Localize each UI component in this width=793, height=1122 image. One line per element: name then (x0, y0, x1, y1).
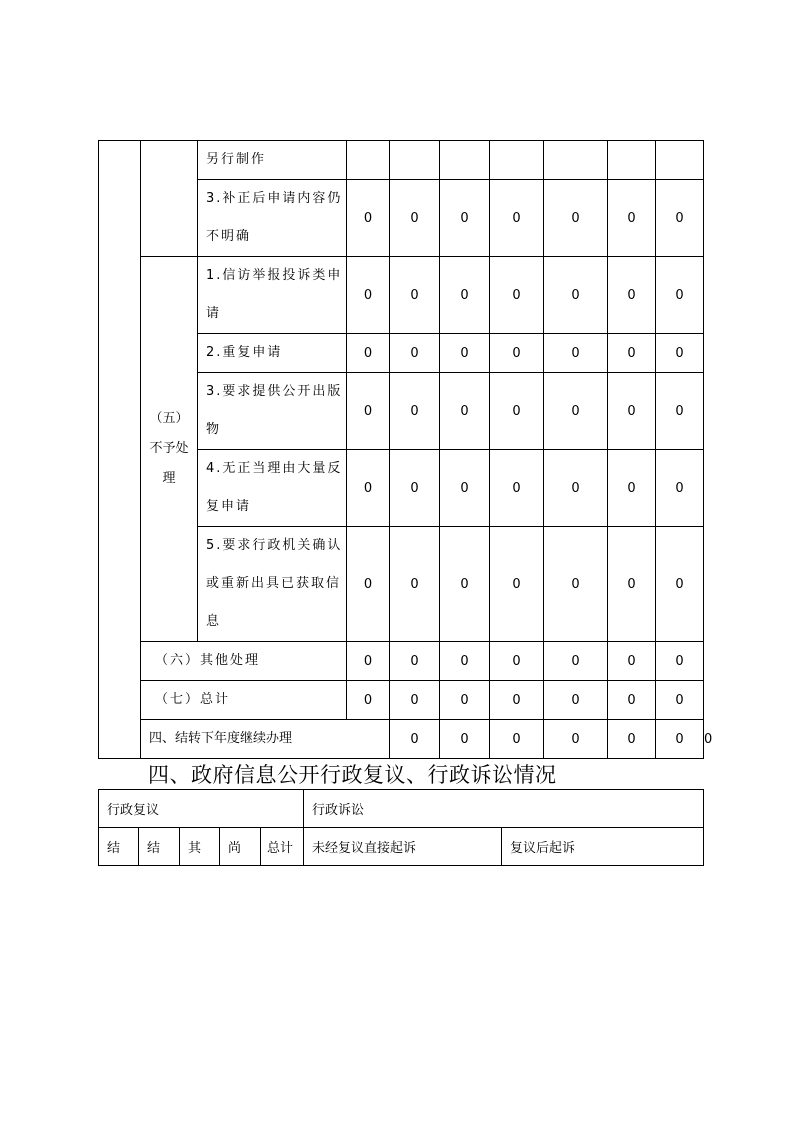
disclosure-stats-table (98, 140, 713, 759)
row-label: （六）其他处理 (141, 642, 347, 681)
value-cell (390, 141, 440, 180)
group-label-buzhichuli (141, 257, 198, 642)
group-column-cell (141, 141, 198, 257)
value-cell: 0 (347, 180, 390, 257)
value-cell: 0 (656, 720, 704, 759)
value-cell: 0 (440, 681, 490, 720)
value-cell (544, 141, 608, 180)
value-cell: 0 (544, 642, 608, 681)
subheader-cell: 结 (99, 828, 139, 866)
value-cell: 0 (490, 527, 544, 642)
table-row (99, 642, 704, 681)
value-cell: 0 (544, 720, 608, 759)
value-cell: 0 (347, 334, 390, 373)
value-cell: 0 (608, 257, 656, 334)
value-cell: 0 (544, 373, 608, 450)
value-cell: 0 (490, 720, 544, 759)
value-cell: 0 (347, 642, 390, 681)
value-cell: 0 (490, 334, 544, 373)
table-body (99, 790, 704, 866)
value-cell: 0 (656, 373, 704, 450)
value-cell: 0 (608, 450, 656, 527)
row-label: 5.要求行政机关确认或重新出具已获取信息 (198, 527, 347, 642)
group-paren-label: （五） (149, 411, 189, 426)
row-label: 1.信访举报投诉类申请 (198, 257, 347, 334)
value-cell: 0 (656, 527, 704, 642)
value-cell (490, 141, 544, 180)
row-label: 4.无正当理由大量反复申请 (198, 450, 347, 527)
value-cell: 0 (440, 642, 490, 681)
value-cell: 0 (608, 720, 656, 759)
table-row (99, 257, 704, 334)
value-cell: 0 (608, 681, 656, 720)
value-cell: 0 (347, 450, 390, 527)
value-cell: 0 (544, 681, 608, 720)
row-label: 3.要求提供公开出版物 (198, 373, 347, 450)
review-litigation-table (98, 789, 704, 866)
value-cell: 0 (347, 373, 390, 450)
group-name-label: 不予处理 (149, 441, 189, 486)
value-cell: 0 (390, 720, 440, 759)
value-cell (440, 141, 490, 180)
value-cell: 0 (490, 450, 544, 527)
value-cell: 0 (656, 257, 704, 334)
value-cell: 0 (490, 642, 544, 681)
value-cell: 0 (656, 180, 704, 257)
value-cell: 0 (347, 527, 390, 642)
value-cell: 0 (656, 681, 704, 720)
value-cell: 0 (390, 450, 440, 527)
value-cell (608, 141, 656, 180)
row-label: 2.重复申请 (198, 334, 347, 373)
subheader-cell: 总计 (261, 828, 304, 866)
value-cell: 0 (490, 681, 544, 720)
value-cell: 0 (440, 527, 490, 642)
subheader-cell: 结 (139, 828, 180, 866)
value-cell: 0 (390, 642, 440, 681)
value-cell: 0 (608, 180, 656, 257)
table-header-row (99, 790, 704, 828)
value-cell: 0 (390, 527, 440, 642)
table-subheader-row (99, 828, 704, 866)
value-cell: 0 (490, 373, 544, 450)
value-cell: 0 (440, 257, 490, 334)
value-cell: 0 (656, 642, 704, 681)
row-label: 3.补正后申请内容仍不明确 (198, 180, 347, 257)
value-cell: 0 (490, 180, 544, 257)
value-cell: 0 (440, 180, 490, 257)
value-cell: 0 (608, 642, 656, 681)
header-review: 行政复议 (99, 790, 304, 828)
value-cell: 0 (544, 180, 608, 257)
value-cell: 0 (347, 681, 390, 720)
value-cell: 0 (656, 450, 704, 527)
value-cell: 0 (390, 681, 440, 720)
value-cell: 0 (440, 720, 490, 759)
row-label: （七）总计 (141, 681, 347, 720)
table-row: 四、结转下年度继续办理 0 0 0 0 0 0 0 (99, 720, 704, 759)
value-cell: 0 (390, 334, 440, 373)
value-cell: 0 (656, 334, 704, 373)
subheader-cell: 其 (180, 828, 220, 866)
value-cell: 0 (440, 450, 490, 527)
value-cell: 0 (608, 527, 656, 642)
subheader-cell: 复议后起诉 (502, 828, 704, 866)
value-cell: 0 (440, 334, 490, 373)
value-cell (656, 141, 704, 180)
table-body (99, 141, 713, 759)
outer-column-cell (99, 141, 141, 759)
value-cell: 0 (608, 373, 656, 450)
subheader-cell: 未经复议直接起诉 (304, 828, 502, 866)
row-label: 另行制作 (198, 141, 347, 180)
table-row (99, 681, 704, 720)
value-cell: 0 (544, 334, 608, 373)
section-heading: 四、政府信息公开行政复议、行政诉讼情况 (148, 763, 557, 787)
value-cell: 0 (440, 373, 490, 450)
table-row (99, 141, 704, 180)
value-cell: 0 (544, 527, 608, 642)
subheader-cell: 尚 (220, 828, 261, 866)
value-cell: 0 (544, 450, 608, 527)
header-litigation: 行政诉讼 (304, 790, 704, 828)
value-cell: 0 (608, 334, 656, 373)
value-cell: 0 (347, 257, 390, 334)
value-cell: 0 (390, 373, 440, 450)
value-cell: 0 (544, 257, 608, 334)
value-cell: 0 (390, 257, 440, 334)
row-label: 四、结转下年度继续办理 (141, 720, 390, 759)
value-cell (347, 141, 390, 180)
value-cell: 0 (490, 257, 544, 334)
value-cell: 0 (390, 180, 440, 257)
